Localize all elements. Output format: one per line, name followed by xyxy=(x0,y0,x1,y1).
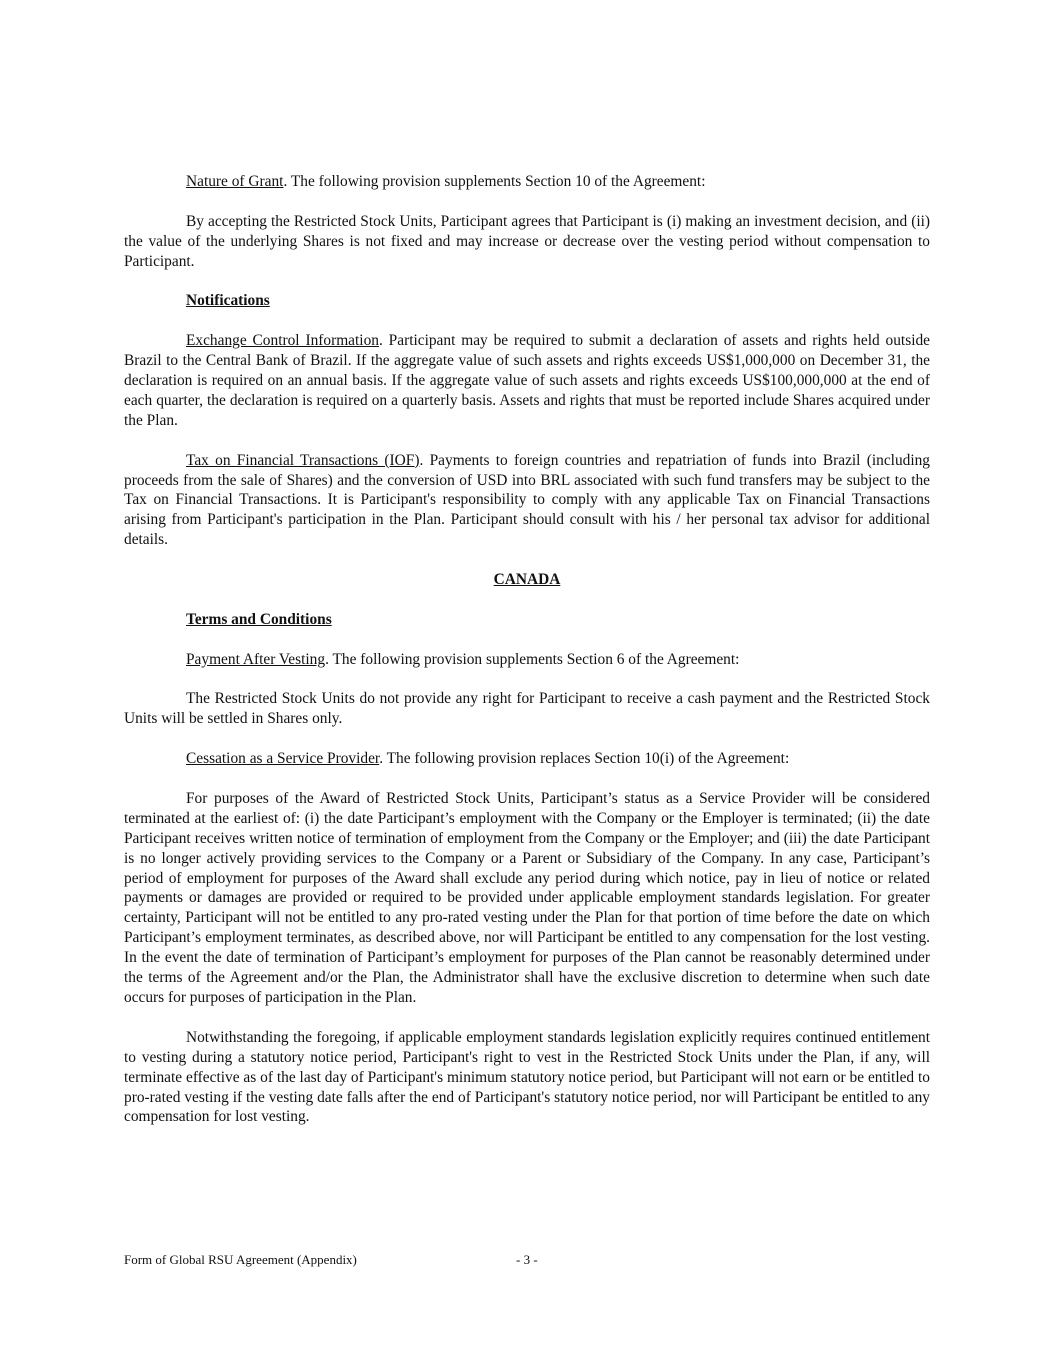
nature-of-grant-body: By accepting the Restricted Stock Units, Participant agrees that Participant is (i) making an investment decision, and (ii) the value of the underlying Shares is not fixed and may increase or decrease over the vesting period without compensation to Participant. xyxy=(124,212,930,270)
nature-of-grant-paragraph xyxy=(124,172,930,192)
canada-heading: CANADA xyxy=(493,571,561,589)
cessation-body: For purposes of the Award of Restricted Stock Units, Participant’s status as a Service Provider will be considered terminated at the earliest of: (i) the date Participant’s employment with the Company or the Employer is terminated; (ii) the date Participant receives written notice of termination of employment from the Company or the Employer; and (iii) the date Participant is no longer actively providing services to the Company or a Parent or Subsidiary of the Company. In any case, Participant’s period of employment for purposes of the Award shall exclude any period during which notice, pay in lieu of notice or related payments or damages are provided or required to be provided under applicable employment standards legislation. For greater certainty, Participant will not be entitled to any pro-rated vesting under the Plan for that portion of time before the date on which Participant’s employment terminates, as described above, nor will Participant be entitled to any compensation for the lost vesting. In the event the date of termination of Participant’s employment for purposes of the Plan cannot be reasonably determined under the terms of the Agreement and/or the Plan, the Administrator shall have the exclusive discretion to determine when such date occurs for purposes of participation in the Plan. xyxy=(124,789,930,1006)
iof-paragraph xyxy=(124,451,930,551)
exchange-control-body: . Participant may be required to submit a declaration of assets and rights held outside Brazil to the Central Bank of Brazil. If the aggregate value of such assets and rights exceeds US$1,000,000 on December 31, the declaration is required on an annual basis. If the aggregate value of such assets and rights exceeds US$100,000,000 at the end of each quarter, the declaration is required on a quarterly basis. Assets and rights that must be reported include Shares acquired under the Plan. xyxy=(124,332,931,429)
iof-body: . Payments to foreign countries and repatriation of funds into Brazil (including proceeds from the sale of Shares) and the conversion of USD into BRL associated with such fund transfers may be subject to the Tax on Financial Transactions. It is Participant's responsibility to comply with any applicable Tax on Financial Transactions arising from Participant's participation in the Plan. Participant should consult with his / her personal tax advisor for additional details. xyxy=(124,451,930,549)
footer-document-name: Form of Global RSU Agreement (Appendix) xyxy=(124,1252,357,1267)
payment-after-vesting-paragraph xyxy=(124,650,930,670)
cessation-title: Cessation as a Service Provider xyxy=(186,750,380,768)
terms-and-conditions-heading: Terms and Conditions xyxy=(186,610,332,628)
payment-after-vesting-title: Payment After Vesting xyxy=(186,650,326,668)
exchange-control-paragraph xyxy=(124,331,930,431)
payment-after-vesting-body: The Restricted Stock Units do not provide any right for Participant to receive a cash payment and the Restricted Stock Units will be settled in Shares only. xyxy=(124,690,930,728)
iof-title: Tax on Financial Transactions (IOF) xyxy=(186,451,420,469)
cessation-intro: . The following provision replaces Section 10(i) of the Agreement: xyxy=(379,750,790,768)
exchange-control-title: Exchange Control Information xyxy=(186,332,379,350)
payment-after-vesting-intro: . The following provision supplements Section 6 of the Agreement: xyxy=(325,650,740,668)
nature-of-grant-intro: . The following provision supplements Section 10 of the Agreement: xyxy=(283,173,706,190)
footer-page-number: - 3 - xyxy=(516,1252,538,1267)
cessation-paragraph xyxy=(124,749,930,769)
notwithstanding-paragraph: Notwithstanding the foregoing, if applicable employment standards legislation explicitly requires continued entitlement to vesting during a statutory notice period, Participant's right to vest in the Restricted Stock Units under the Plan, if any, will terminate effective as of the last day of Participant's minimum statutory notice period, but Participant will not earn or be entitled to pro-rated vesting if the vesting date falls after the end of Participant's statutory notice period, nor will Participant be entitled to any compensation for lost vesting. xyxy=(124,1028,930,1126)
document-body xyxy=(124,172,930,1147)
nature-of-grant-title: Nature of Grant xyxy=(186,173,284,190)
notifications-heading: Notifications xyxy=(186,292,270,310)
